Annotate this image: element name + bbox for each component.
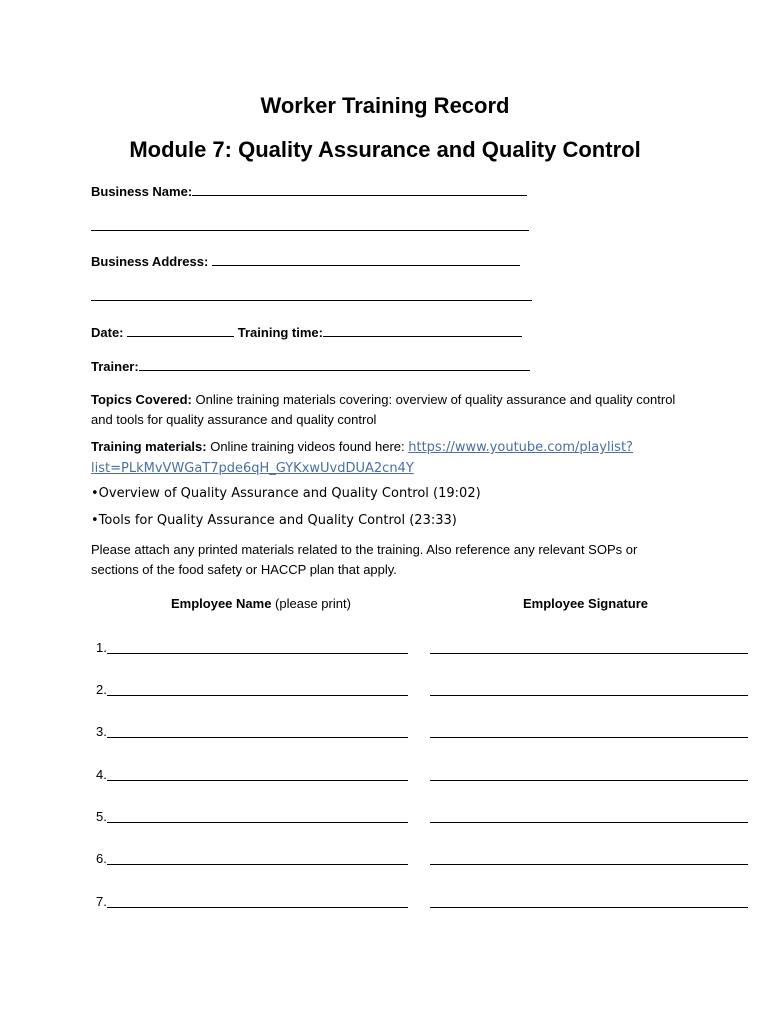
training-materials bbox=[91, 437, 681, 479]
training-time-label: Training time: bbox=[237, 325, 323, 340]
business-address-label: Business Address: bbox=[91, 254, 209, 269]
employee-name-header-rest: (please print) bbox=[271, 596, 351, 611]
employee-name-field[interactable] bbox=[107, 780, 408, 781]
date-time-row bbox=[91, 323, 522, 340]
row-number: 2. bbox=[96, 682, 107, 697]
employee-signature-field[interactable] bbox=[430, 907, 748, 908]
module-title: Module 7: Quality Assurance and Quality Control bbox=[129, 137, 641, 162]
trainer-row bbox=[91, 357, 530, 374]
employee-name-field[interactable] bbox=[107, 822, 408, 823]
row-number: 3. bbox=[96, 724, 107, 739]
business-address-row bbox=[91, 252, 520, 269]
row-number: 5. bbox=[96, 809, 107, 824]
row-number: 1. bbox=[96, 640, 107, 655]
employee-name-field[interactable] bbox=[107, 653, 408, 654]
employee-signature-header: Employee Signature bbox=[523, 596, 648, 611]
trainer-field[interactable] bbox=[139, 357, 530, 371]
topics-text: Online training materials covering: overview of quality assurance and quality control and tools for quality assurance and quality control bbox=[91, 392, 676, 427]
employee-signature-field[interactable] bbox=[430, 864, 748, 865]
employee-signature-field[interactable] bbox=[430, 653, 748, 654]
business-name-field-line2[interactable] bbox=[91, 230, 529, 231]
employee-name-field[interactable] bbox=[107, 695, 408, 696]
topics-label: Topics Covered: bbox=[91, 392, 192, 407]
employee-name-header-bold: Employee Name bbox=[171, 596, 272, 611]
video-item: •Overview of Quality Assurance and Quality Control (19:02) bbox=[91, 486, 481, 501]
employee-name-field[interactable] bbox=[107, 907, 408, 908]
row-number: 7. bbox=[96, 894, 107, 909]
date-field[interactable] bbox=[127, 323, 234, 337]
playlist-link-cont[interactable]: list=PLkMvVWGaT7pde6qH_GYKxwUvdDUA2cn4Y bbox=[91, 461, 414, 476]
employee-name-header bbox=[171, 596, 351, 611]
video-item: •Tools for Quality Assurance and Quality Control (23:33) bbox=[91, 513, 457, 528]
business-address-field[interactable] bbox=[212, 252, 520, 266]
employee-signature-field[interactable] bbox=[430, 780, 748, 781]
employee-name-field[interactable] bbox=[107, 737, 408, 738]
employee-name-field[interactable] bbox=[107, 864, 408, 865]
materials-text: Online training videos found here: bbox=[210, 439, 405, 454]
business-name-label: Business Name: bbox=[91, 184, 193, 199]
row-number: 4. bbox=[96, 767, 107, 782]
page-title: Worker Training Record bbox=[260, 93, 510, 118]
topics-covered bbox=[91, 390, 681, 430]
date-label: Date: bbox=[91, 325, 124, 340]
employee-signature-field[interactable] bbox=[430, 822, 748, 823]
trainer-label: Trainer: bbox=[91, 359, 139, 374]
training-time-field[interactable] bbox=[323, 323, 522, 337]
business-name-field[interactable] bbox=[192, 182, 527, 196]
attach-note: Please attach any printed materials related to the training. Also reference any relevant SOPs or sections of the food safety or HACCP plan that apply. bbox=[91, 542, 638, 577]
business-address-field-line2[interactable] bbox=[91, 300, 532, 301]
materials-label: Training materials: bbox=[91, 439, 207, 454]
employee-signature-field[interactable] bbox=[430, 737, 748, 738]
row-number: 6. bbox=[96, 851, 107, 866]
employee-signature-field[interactable] bbox=[430, 695, 748, 696]
playlist-link[interactable]: https://www.youtube.com/playlist? bbox=[408, 440, 633, 455]
business-name-row bbox=[91, 182, 527, 199]
